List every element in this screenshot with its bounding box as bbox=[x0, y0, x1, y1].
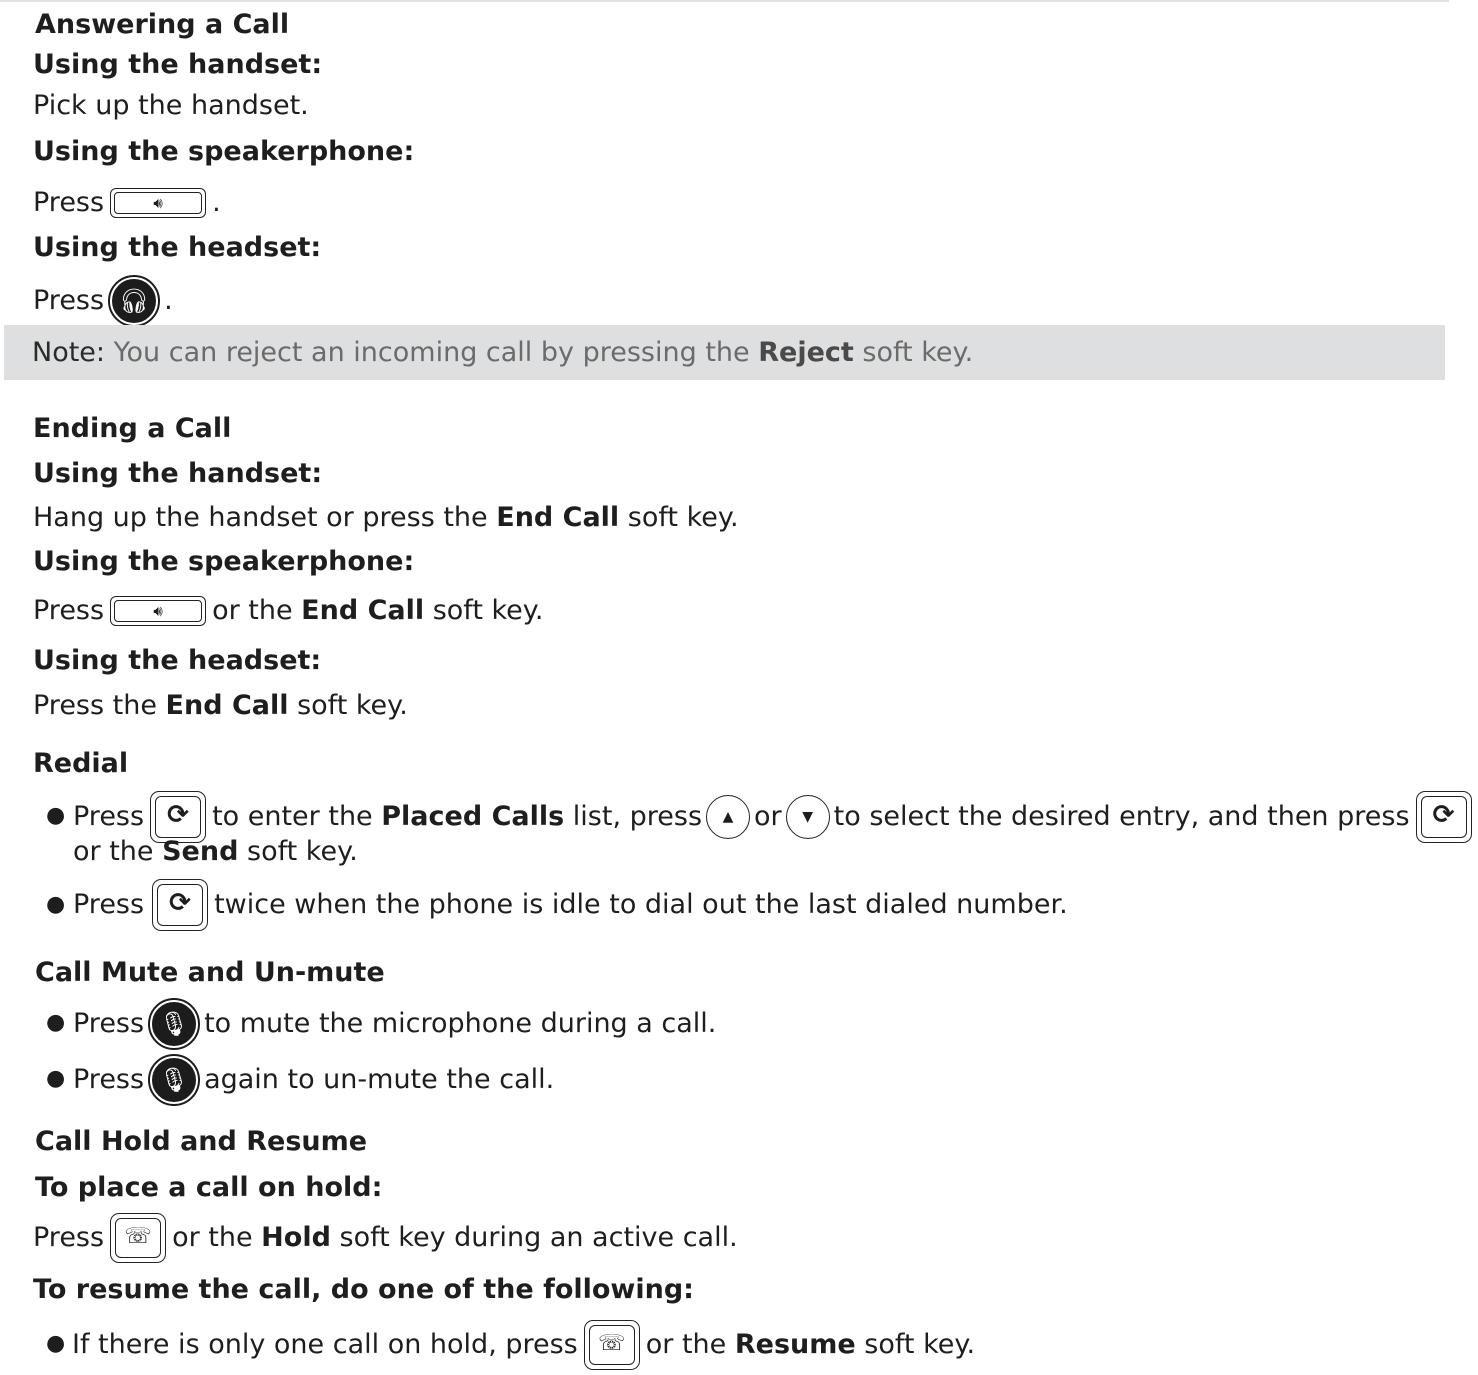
press-text: Press bbox=[33, 595, 105, 626]
headset-icon: 🎧︎ bbox=[110, 277, 158, 325]
or-the-text: or the bbox=[645, 1329, 727, 1360]
unmute-text: again to un-mute the call. bbox=[204, 1064, 555, 1095]
press-the-text: Press the bbox=[33, 690, 157, 721]
heading-resume: To resume the call, do one of the following: bbox=[33, 1274, 694, 1305]
text-pick-up: Pick up the handset. bbox=[33, 90, 309, 121]
twice-text: twice when the phone is idle to dial out the last dialed number. bbox=[214, 889, 1068, 920]
press-text: Press bbox=[73, 889, 145, 920]
bullet: ● bbox=[46, 1066, 66, 1091]
redial-icon: ⟳ bbox=[152, 879, 208, 931]
line-mute-1 bbox=[73, 1000, 716, 1048]
line-resume-1 bbox=[72, 1318, 975, 1372]
press-text: Press bbox=[73, 801, 145, 832]
section-title-hold: Call Hold and Resume bbox=[35, 1126, 368, 1157]
soft-key-text: soft key. bbox=[297, 690, 408, 721]
section-title-mute: Call Mute and Un-mute bbox=[35, 957, 385, 988]
mute-text: to mute the microphone during a call. bbox=[204, 1008, 717, 1039]
press-text: Press bbox=[33, 1222, 105, 1253]
note-box bbox=[4, 325, 1445, 380]
reject-key: Reject bbox=[758, 337, 854, 368]
heading-headset: Using the headset: bbox=[33, 232, 322, 263]
bullet: ● bbox=[46, 803, 66, 828]
line-mute-2 bbox=[73, 1056, 554, 1104]
period: . bbox=[164, 285, 173, 316]
redial-icon: ⟳ bbox=[150, 791, 206, 843]
soft-key-text: soft key. bbox=[432, 595, 544, 626]
heading-handset-end: Using the handset: bbox=[33, 458, 323, 489]
note-text-post: soft key. bbox=[862, 337, 974, 368]
line-speaker-end bbox=[33, 593, 544, 629]
placed-calls: Placed Calls bbox=[381, 801, 565, 832]
or-text: or bbox=[754, 801, 782, 832]
enter-text: to enter the bbox=[212, 801, 373, 832]
section-title-ending: Ending a Call bbox=[33, 413, 232, 444]
hold-post-text: soft key during an active call. bbox=[339, 1222, 738, 1253]
section-title-answering: Answering a Call bbox=[35, 9, 290, 40]
press-text: Press bbox=[73, 1008, 145, 1039]
line-redial-1b bbox=[73, 834, 358, 870]
hang-up-text: Hang up the handset or press the bbox=[33, 502, 488, 533]
line-headset-press bbox=[33, 277, 173, 325]
speaker-icon: 🔊︎ bbox=[110, 188, 206, 218]
soft-key-text: soft key. bbox=[247, 836, 358, 867]
mute-icon: 🎙︎ bbox=[150, 1056, 198, 1104]
press-text: Press bbox=[33, 285, 105, 316]
soft-key-text: soft key. bbox=[864, 1329, 976, 1360]
send-key: Send bbox=[162, 836, 239, 867]
or-the-text: or the bbox=[172, 1222, 253, 1253]
list-press-text: list, press bbox=[572, 801, 703, 832]
end-call-key: End Call bbox=[165, 690, 289, 721]
top-divider bbox=[0, 0, 1449, 2]
section-title-redial: Redial bbox=[33, 748, 129, 779]
bullet: ● bbox=[46, 1010, 66, 1035]
resume-key: Resume bbox=[734, 1329, 856, 1360]
soft-key-text: soft key. bbox=[627, 502, 739, 533]
end-call-key: End Call bbox=[301, 595, 425, 626]
line-redial-2 bbox=[73, 878, 1068, 932]
hold-key: Hold bbox=[261, 1222, 331, 1253]
speaker-icon: 🔊︎ bbox=[110, 596, 206, 626]
down-arrow-icon: ▼ bbox=[786, 795, 830, 839]
or-the-text: or the bbox=[212, 595, 293, 626]
note-text: You can reject an incoming call by pressing the bbox=[113, 337, 750, 368]
heading-headset-end: Using the headset: bbox=[33, 645, 322, 676]
or-the-text: or the bbox=[73, 836, 154, 867]
line-hold bbox=[33, 1212, 738, 1264]
mute-icon: 🎙︎ bbox=[150, 1000, 198, 1048]
heading-speakerphone-end: Using the speakerphone: bbox=[33, 546, 415, 577]
end-call-key: End Call bbox=[496, 502, 620, 533]
press-text: Press bbox=[73, 1064, 145, 1095]
heading-handset: Using the handset: bbox=[33, 49, 323, 80]
press-text: Press bbox=[33, 187, 105, 218]
line-hang-up bbox=[33, 500, 739, 536]
heading-speakerphone: Using the speakerphone: bbox=[33, 136, 415, 167]
hold-icon: ☏ bbox=[584, 1320, 640, 1370]
bullet: ● bbox=[46, 892, 66, 917]
hold-icon: ☏ bbox=[110, 1213, 166, 1263]
up-arrow-icon: ▲ bbox=[706, 795, 750, 839]
resume-pre-text: If there is only one call on hold, press bbox=[72, 1329, 578, 1360]
heading-place-hold: To place a call on hold: bbox=[35, 1172, 383, 1203]
select-text: to select the desired entry, and then press bbox=[833, 801, 1410, 832]
redial-icon: ⟳ bbox=[1416, 791, 1472, 843]
line-speaker-press bbox=[33, 185, 221, 221]
line-headset-end bbox=[33, 688, 408, 724]
period: . bbox=[212, 187, 221, 218]
note-label: Note: bbox=[32, 337, 106, 368]
bullet: ● bbox=[46, 1331, 66, 1356]
